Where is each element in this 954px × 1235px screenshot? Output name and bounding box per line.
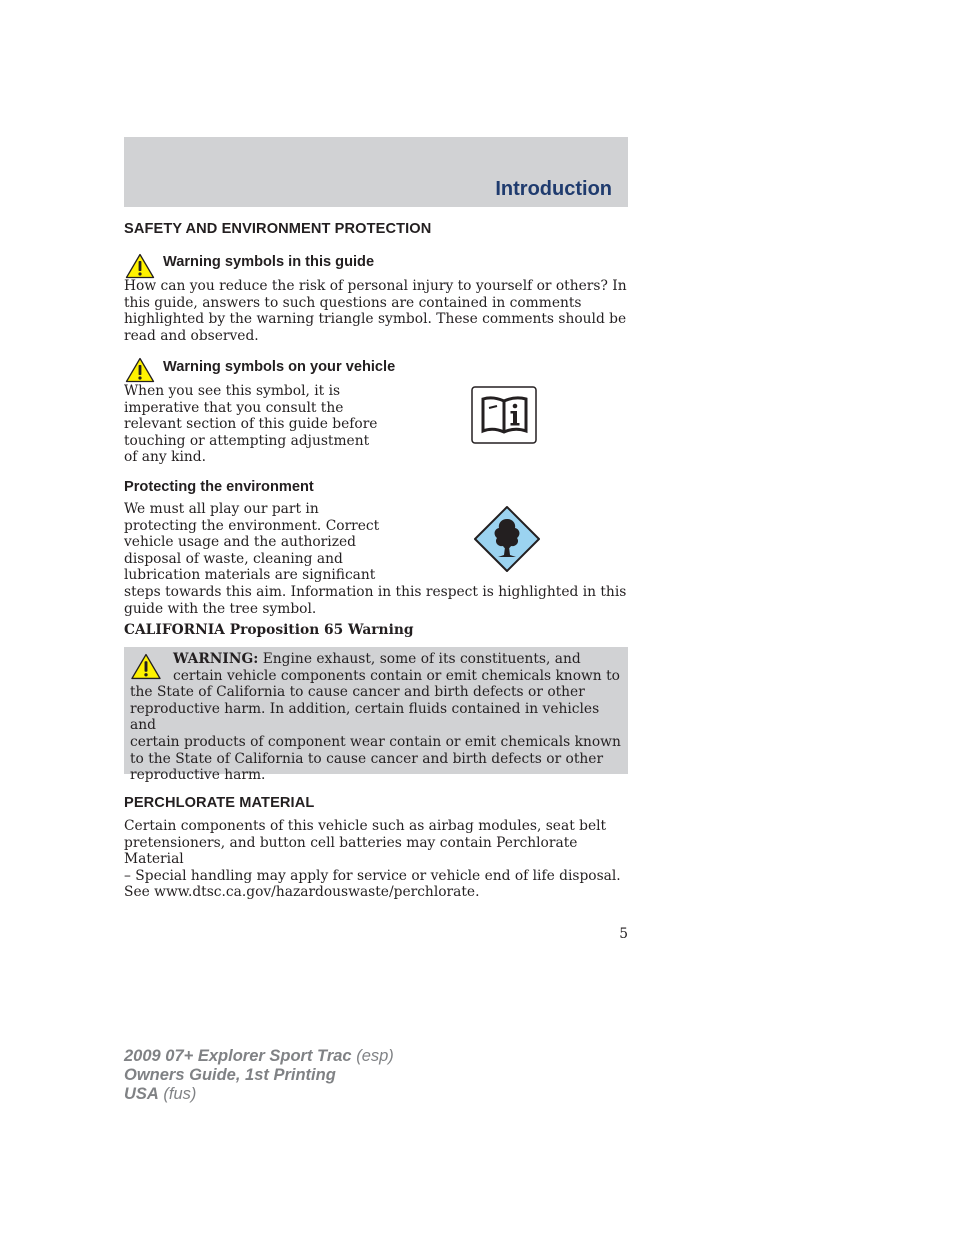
text-line: vehicle usage and the authorized [124,534,356,551]
text-line: the State of California to cause cancer and birth defects or other [130,684,585,701]
footer-line [124,1085,394,1104]
warning-first-line-text: Engine exhaust, some of its constituents, and [258,651,581,667]
text-line: relevant section of this guide before [124,416,378,433]
footer-market-code: (fus) [158,1085,197,1103]
subheading-warning-symbols-guide: Warning symbols in this guide [163,254,375,270]
text-line: to the State of California to cause cancer and birth defects or other [130,750,604,767]
text-line: See www.dtsc.ca.gov/hazardouswaste/perchlorate. [124,884,480,901]
section-heading: SAFETY AND ENVIRONMENT PROTECTION [124,221,432,237]
text-line: Certain components of this vehicle such as airbag modules, seat belt [124,818,607,834]
text-line: certain products of component wear contain or emit chemicals known [130,733,621,750]
text-line: imperative that you consult the [124,399,344,416]
page-number: 5 [619,926,628,942]
text-line: protecting the environment. Correct [124,517,380,534]
paragraph-protecting-environment [124,501,628,617]
document-footer [124,1047,394,1104]
footer-lang: (esp) [351,1047,394,1065]
text-line: this guide, answers to such questions are contained in comments [124,294,582,311]
text-line: highlighted by the warning triangle symbol. These comments should be [124,311,627,328]
owner-manual-info-icon [471,386,538,448]
footer-printing: Owners Guide, 1st Printing [124,1066,336,1084]
text-line: touching or attempting adjustment [124,432,370,449]
california-heading: CALIFORNIA Proposition 65 Warning [124,622,414,638]
warning-box [124,647,628,784]
text-line: lubrication materials are significant [124,567,376,584]
text-line: guide with the tree symbol. [124,600,317,617]
environment-tree-icon [473,505,541,577]
paragraph-warning-symbols-guide [124,278,628,344]
text-line: read and observed. [124,327,259,344]
text-line: of any kind. [124,449,206,466]
text-line: When you see this symbol, it is [124,383,341,399]
text-line: certain vehicle components contain or emit chemicals known to [173,667,620,684]
paragraph-warning-symbols-vehicle [124,383,424,466]
footer-line [124,1047,394,1066]
text-line: steps towards this aim. Information in this respect is highlighted in this [124,583,627,600]
text-line: pretensioners, and button cell batteries may contain Perchlorate Material [124,834,578,868]
subheading-protecting-environment: Protecting the environment [124,479,314,495]
text-line: We must all play our part in [124,501,319,517]
text-line: reproductive harm. [130,767,266,784]
text-line: How can you reduce the risk of personal injury to yourself or others? In [124,278,627,294]
warning-first-line [173,651,623,668]
section-title: Introduction [495,178,612,200]
warning-triangle-icon [125,253,155,279]
warning-label: WARNING: [173,651,259,667]
text-line: – Special handling may apply for service or vehicle end of life disposal. [124,867,621,884]
paragraph-perchlorate [124,818,628,901]
warning-triangle-icon [125,357,155,383]
text-line: disposal of waste, cleaning and [124,550,343,567]
section-header-bar [124,137,628,207]
footer-market: USA [124,1085,159,1103]
footer-model: 2009 07+ Explorer Sport Trac [124,1047,352,1065]
subheading-warning-symbols-vehicle: Warning symbols on your vehicle [163,359,396,375]
footer-line [124,1066,394,1085]
warning-text [130,668,627,784]
section-heading-perchlorate: PERCHLORATE MATERIAL [124,795,315,811]
text-line: reproductive harm. In addition, certain fluids contained in vehicles and [130,700,600,734]
